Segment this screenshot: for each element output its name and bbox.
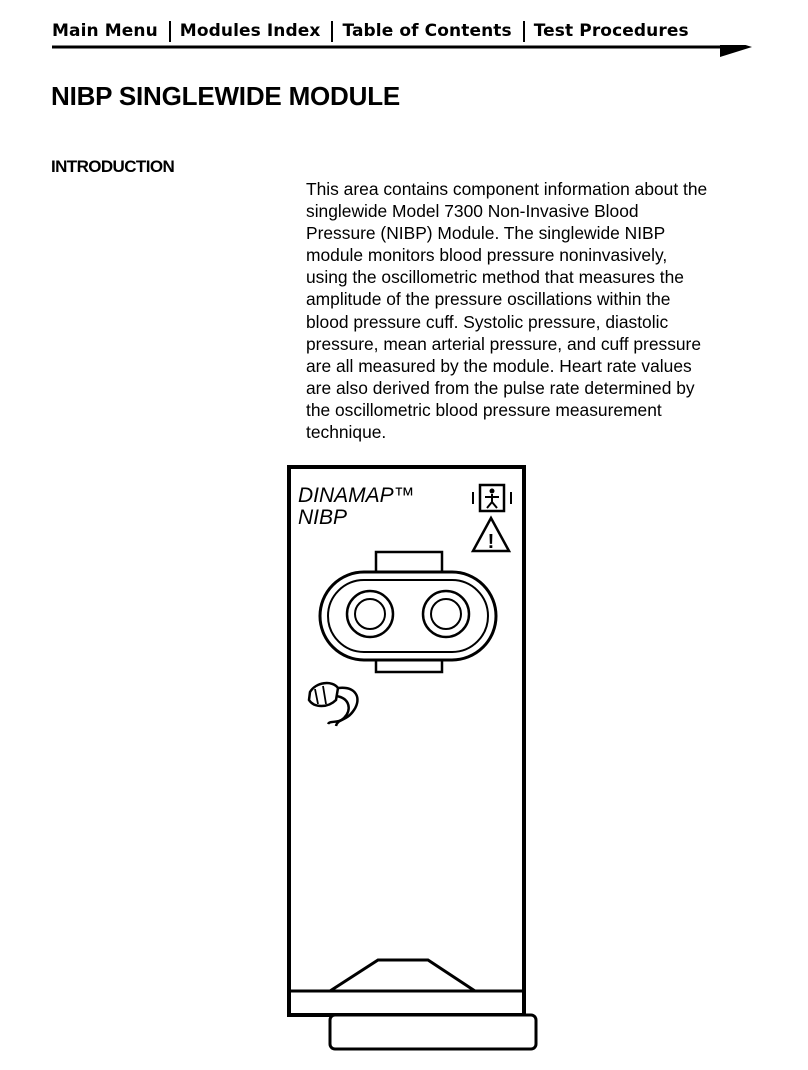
brand-label: DINAMAP™ xyxy=(298,484,415,507)
intro-line: Pressure (NIBP) Module. The singlewide NIBP xyxy=(306,223,666,244)
nav-links xyxy=(52,19,689,43)
section-heading-introduction: INTRODUCTION xyxy=(51,157,175,176)
warning-symbol: ! xyxy=(487,531,495,553)
nav-separator xyxy=(331,21,333,42)
intro-line: using the oscillometric method that measures the xyxy=(306,267,684,288)
nav-link-main-menu[interactable]: Main Menu xyxy=(52,21,158,41)
model-label: NIBP xyxy=(298,506,348,529)
intro-line: are all measured by the module. Heart rate values xyxy=(306,355,692,376)
connector-tab xyxy=(330,1015,536,1049)
nav-link-modules-index[interactable]: Modules Index xyxy=(179,21,321,41)
nav-link-table-of-contents[interactable]: Table of Contents xyxy=(342,21,512,41)
intro-line: amplitude of the pressure oscillations within the xyxy=(306,289,671,310)
nibp-module-illustration xyxy=(280,460,540,1060)
page-title: NIBP SINGLEWIDE MODULE xyxy=(51,81,401,111)
intro-line: blood pressure cuff. Systolic pressure, diastolic xyxy=(306,311,669,332)
intro-line: the oscillometric blood pressure measurement xyxy=(306,399,662,420)
intro-line: This area contains component information about the xyxy=(306,179,708,199)
intro-line: module monitors blood pressure noninvasively, xyxy=(306,245,668,266)
nav-bar xyxy=(52,19,752,61)
intro-line: technique. xyxy=(306,422,387,443)
intro-paragraph xyxy=(306,178,764,443)
nav-separator xyxy=(169,21,171,42)
intro-line: pressure, mean arterial pressure, and cuff pressure xyxy=(306,333,702,354)
intro-line: singlewide Model 7300 Non-Invasive Blood xyxy=(306,201,639,222)
nav-separator xyxy=(523,21,525,42)
nav-arrow-icon xyxy=(52,45,752,61)
intro-line: are also derived from the pulse rate determined by xyxy=(306,377,695,398)
nav-link-test-procedures[interactable]: Test Procedures xyxy=(533,21,689,41)
